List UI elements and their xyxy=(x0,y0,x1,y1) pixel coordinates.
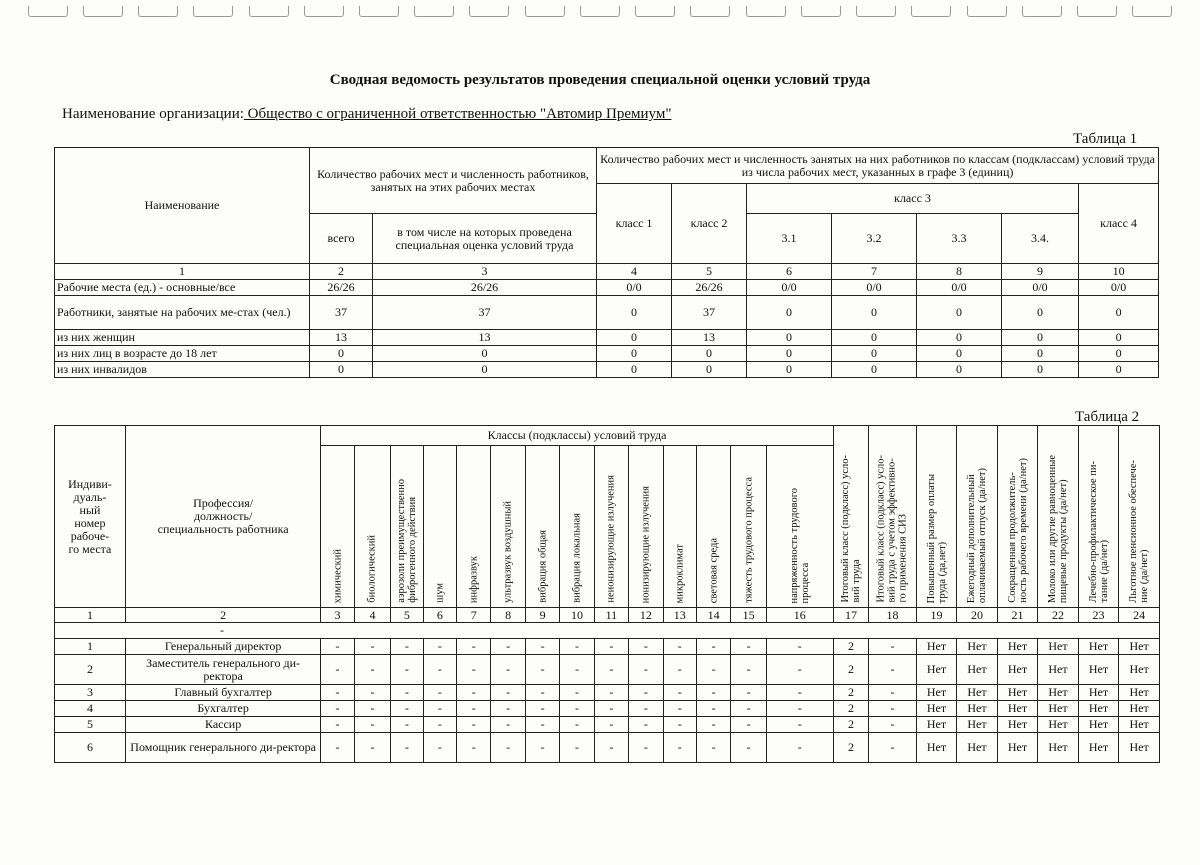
t2-section-row xyxy=(55,623,1160,639)
t1-cell: 0 xyxy=(310,362,373,378)
guarantee-cell: Нет xyxy=(916,733,957,763)
guarantee-cell: Нет xyxy=(997,717,1038,733)
factor-class-cell: - xyxy=(457,639,491,655)
workplace-number: 6 xyxy=(55,733,126,763)
factor-class-cell: - xyxy=(391,733,423,763)
factor-class-cell: - xyxy=(491,655,525,685)
column-number: 9 xyxy=(525,608,559,623)
t1-cell: 0/0 xyxy=(747,280,832,296)
column-number: 7 xyxy=(457,608,491,623)
guarantee-cell: Нет xyxy=(957,701,998,717)
t2-factor-chemical: химический xyxy=(321,446,354,608)
t1-cell: 37 xyxy=(672,296,747,330)
column-number: 11 xyxy=(594,608,628,623)
factor-class-cell: - xyxy=(391,717,423,733)
t1-header-class3: класс 3 xyxy=(747,184,1079,214)
guarantee-cell: Нет xyxy=(997,685,1038,701)
factor-class-cell: - xyxy=(491,733,525,763)
column-number: 2 xyxy=(125,608,320,623)
factor-class-cell: - xyxy=(731,639,766,655)
factor-class-cell: - xyxy=(491,701,525,717)
t2-header-leave: Ежегодный дополнительный оплачиваемый отпуск (да/нет) xyxy=(957,426,998,608)
factor-class-cell: - xyxy=(525,685,559,701)
factor-class-cell: - xyxy=(594,639,628,655)
factor-class-cell: - xyxy=(354,701,390,717)
t2-factor-ionizing: ионизирующие излучения xyxy=(629,446,663,608)
t1-header-class3-3: 3.3 xyxy=(917,214,1002,264)
factor-class-cell: - xyxy=(696,701,730,717)
column-number: 12 xyxy=(629,608,663,623)
workplace-number: 4 xyxy=(55,701,126,717)
t2-factor-nonionizing: неионизирующие излучения xyxy=(594,446,628,608)
t1-header-class3-4: 3.4. xyxy=(1002,214,1079,264)
final-class-siz-cell: - xyxy=(869,639,917,655)
factor-class-cell: - xyxy=(457,655,491,685)
factor-class-cell: - xyxy=(696,717,730,733)
guarantee-cell: Нет xyxy=(997,655,1038,685)
factor-class-cell: - xyxy=(491,685,525,701)
factor-class-cell: - xyxy=(423,655,456,685)
factor-class-cell: - xyxy=(525,701,559,717)
factor-class-cell: - xyxy=(354,717,390,733)
organization-label: Наименование организации: xyxy=(62,106,244,122)
factor-class-cell: - xyxy=(766,685,833,701)
factor-class-cell: - xyxy=(731,685,766,701)
final-class-siz-cell: - xyxy=(869,685,917,701)
t2-factor-microclimate: микроклимат xyxy=(663,446,696,608)
factor-class-cell: - xyxy=(391,685,423,701)
final-class-siz-cell: - xyxy=(869,733,917,763)
guarantee-cell: Нет xyxy=(1119,639,1160,655)
column-number: 1 xyxy=(55,608,126,623)
factor-class-cell: - xyxy=(696,733,730,763)
factor-class-cell: - xyxy=(321,639,354,655)
guarantee-cell: Нет xyxy=(916,655,957,685)
guarantee-cell: Нет xyxy=(916,701,957,717)
final-class-siz-cell: - xyxy=(869,701,917,717)
factor-class-cell: - xyxy=(663,717,696,733)
table-row xyxy=(55,717,1160,733)
final-class-cell: 2 xyxy=(833,639,868,655)
column-number: 9 xyxy=(1002,264,1079,280)
factor-class-cell: - xyxy=(731,733,766,763)
column-number: 23 xyxy=(1078,608,1119,623)
factor-class-cell: - xyxy=(766,655,833,685)
summary-table xyxy=(54,147,1159,378)
guarantee-cell: Нет xyxy=(1038,717,1079,733)
t2-header-milk: Молоко или другие равноценные пищевые продукты (да/нет) xyxy=(1038,426,1079,608)
factor-class-cell: - xyxy=(696,655,730,685)
column-number: 20 xyxy=(957,608,998,623)
t1-cell: 0 xyxy=(373,362,597,378)
column-number: 10 xyxy=(1079,264,1159,280)
factor-class-cell: - xyxy=(391,701,423,717)
t1-cell: 0 xyxy=(597,362,672,378)
t1-cell: 0 xyxy=(1079,330,1159,346)
factor-class-cell: - xyxy=(594,733,628,763)
t2-section-label: - xyxy=(55,623,1160,639)
factor-class-cell: - xyxy=(731,717,766,733)
workplace-table xyxy=(54,425,1160,763)
column-number: 13 xyxy=(663,608,696,623)
t2-header-classes: Классы (подклассы) условий труда xyxy=(321,426,833,446)
factor-class-cell: - xyxy=(321,733,354,763)
guarantee-cell: Нет xyxy=(1078,685,1119,701)
factor-class-cell: - xyxy=(457,685,491,701)
t1-cell: 37 xyxy=(373,296,597,330)
column-number: 4 xyxy=(597,264,672,280)
guarantee-cell: Нет xyxy=(1078,701,1119,717)
factor-class-cell: - xyxy=(696,639,730,655)
perforation-strip xyxy=(0,6,1200,20)
guarantee-cell: Нет xyxy=(916,639,957,655)
factor-class-cell: - xyxy=(766,701,833,717)
guarantee-cell: Нет xyxy=(957,639,998,655)
factor-class-cell: - xyxy=(594,717,628,733)
factor-class-cell: - xyxy=(663,701,696,717)
workplace-number: 2 xyxy=(55,655,126,685)
guarantee-cell: Нет xyxy=(1038,685,1079,701)
factor-class-cell: - xyxy=(696,685,730,701)
t1-header-classes: Количество рабочих мест и численность занятых на них работников по классам (подклассам) условий труда из числа рабочих мест, указанных в графе 3 (единиц) xyxy=(597,148,1159,184)
t2-header-pension: Льготное пенсионное обеспече- ние (да/нет) xyxy=(1119,426,1160,608)
column-number: 5 xyxy=(672,264,747,280)
factor-class-cell: - xyxy=(321,655,354,685)
factor-class-cell: - xyxy=(629,685,663,701)
factor-class-cell: - xyxy=(663,733,696,763)
guarantee-cell: Нет xyxy=(997,733,1038,763)
column-number: 8 xyxy=(491,608,525,623)
t2-factor-vibration-general: вибрация общая xyxy=(525,446,559,608)
t1-cell: 0 xyxy=(1079,296,1159,330)
t1-cell: 0 xyxy=(917,362,1002,378)
guarantee-cell: Нет xyxy=(997,701,1038,717)
guarantee-cell: Нет xyxy=(997,639,1038,655)
column-number: 21 xyxy=(997,608,1038,623)
t1-column-numbers xyxy=(55,264,1159,280)
t1-header-class3-1: 3.1 xyxy=(747,214,832,264)
t1-cell: 0 xyxy=(747,330,832,346)
t1-cell: 0 xyxy=(597,330,672,346)
t2-header-final-class: Итоговый класс (подкласс) усло- вий труда xyxy=(833,426,868,608)
factor-class-cell: - xyxy=(391,655,423,685)
t1-header-class3-2: 3.2 xyxy=(832,214,917,264)
guarantee-cell: Нет xyxy=(1119,701,1160,717)
t1-cell: 0 xyxy=(1002,362,1079,378)
t1-cell: 13 xyxy=(310,330,373,346)
column-number: 1 xyxy=(55,264,310,280)
t1-cell: 26/26 xyxy=(672,280,747,296)
t1-cell: 0 xyxy=(1079,346,1159,362)
t1-header-assessed: в том числе на которых проведена специальная оценка условий труда xyxy=(373,214,597,264)
t2-factor-lighting: световая среда xyxy=(696,446,730,608)
factor-class-cell: - xyxy=(560,655,594,685)
profession-name: Помощник генерального ди-ректора xyxy=(125,733,320,763)
t1-row-label: из них лиц в возрасте до 18 лет xyxy=(55,346,310,362)
t1-cell: 0/0 xyxy=(917,280,1002,296)
t2-factor-severity: тяжесть трудового процесса xyxy=(731,446,766,608)
factor-class-cell: - xyxy=(354,655,390,685)
final-class-cell: 2 xyxy=(833,685,868,701)
factor-class-cell: - xyxy=(731,655,766,685)
factor-class-cell: - xyxy=(423,639,456,655)
document-title: Сводная ведомость результатов проведения специальной оценки условий труда xyxy=(329,72,871,88)
guarantee-cell: Нет xyxy=(1038,733,1079,763)
t1-row-employees xyxy=(55,296,1159,330)
t1-cell: 0 xyxy=(1079,362,1159,378)
t1-cell: 0/0 xyxy=(1002,280,1079,296)
column-number: 3 xyxy=(321,608,354,623)
t1-cell: 0/0 xyxy=(597,280,672,296)
profession-name: Главный бухгалтер xyxy=(125,685,320,701)
t1-cell: 0/0 xyxy=(1079,280,1159,296)
t1-cell: 0 xyxy=(1002,346,1079,362)
t2-factor-intensity: напряженность трудового процесса xyxy=(766,446,833,608)
guarantee-cell: Нет xyxy=(1119,685,1160,701)
t1-cell: 0 xyxy=(597,346,672,362)
final-class-siz-cell: - xyxy=(869,717,917,733)
factor-class-cell: - xyxy=(560,717,594,733)
guarantee-cell: Нет xyxy=(1038,701,1079,717)
factor-class-cell: - xyxy=(491,639,525,655)
factor-class-cell: - xyxy=(629,655,663,685)
t2-header-pay: Повышенный размер оплаты труда (да,нет) xyxy=(916,426,957,608)
column-number: 18 xyxy=(869,608,917,623)
t2-header-profession: Профессия/ должность/ специальность работника xyxy=(125,426,320,608)
t1-cell: 0 xyxy=(832,362,917,378)
factor-class-cell: - xyxy=(594,655,628,685)
t2-header-final-class-siz: Итоговый класс (подкласс) усло- вий труда с учетом эффективно- го применения СИЗ xyxy=(869,426,917,608)
t1-header-name: Наименование xyxy=(55,148,310,264)
t1-cell: 0 xyxy=(832,346,917,362)
factor-class-cell: - xyxy=(423,685,456,701)
organization-line xyxy=(62,106,671,123)
t1-row-label: Рабочие места (ед.) - основные/все xyxy=(55,280,310,296)
factor-class-cell: - xyxy=(391,639,423,655)
t1-cell: 0 xyxy=(747,296,832,330)
factor-class-cell: - xyxy=(560,685,594,701)
factor-class-cell: - xyxy=(423,717,456,733)
table2-caption: Таблица 2 xyxy=(1075,409,1140,425)
guarantee-cell: Нет xyxy=(1038,639,1079,655)
factor-class-cell: - xyxy=(663,639,696,655)
organization-name: Общество с ограниченной ответственностью "Автомир Премиум" xyxy=(243,106,672,122)
factor-class-cell: - xyxy=(525,717,559,733)
factor-class-cell: - xyxy=(457,717,491,733)
t2-factor-infrasound: инфразвук xyxy=(457,446,491,608)
t1-cell: 0 xyxy=(747,362,832,378)
factor-class-cell: - xyxy=(491,717,525,733)
column-number: 19 xyxy=(916,608,957,623)
t1-cell: 0 xyxy=(597,296,672,330)
t2-header-short-hours: Сокращенная продолжитель- ность рабочего времени (да/нет) xyxy=(997,426,1038,608)
profession-name: Генеральный директор xyxy=(125,639,320,655)
workplace-number: 1 xyxy=(55,639,126,655)
guarantee-cell: Нет xyxy=(957,685,998,701)
table-row xyxy=(55,733,1160,763)
t2-header-nutrition: Лечебно-профилактическое пи- тание (да/нет) xyxy=(1078,426,1119,608)
guarantee-cell: Нет xyxy=(916,717,957,733)
factor-class-cell: - xyxy=(457,701,491,717)
final-class-cell: 2 xyxy=(833,701,868,717)
factor-class-cell: - xyxy=(766,717,833,733)
guarantee-cell: Нет xyxy=(1119,733,1160,763)
t1-row-label: Работники, занятые на рабочих ме-стах (чел.) xyxy=(55,296,310,330)
factor-class-cell: - xyxy=(766,733,833,763)
factor-class-cell: - xyxy=(629,733,663,763)
t2-factor-noise: шум xyxy=(423,446,456,608)
column-number: 16 xyxy=(766,608,833,623)
t1-header-class4: класс 4 xyxy=(1079,184,1159,264)
guarantee-cell: Нет xyxy=(1119,655,1160,685)
t2-factor-aerosols: аэрозоли преимущественно фиброгенного действия xyxy=(391,446,423,608)
guarantee-cell: Нет xyxy=(1078,733,1119,763)
t2-column-numbers xyxy=(55,608,1160,623)
t1-header-class1: класс 1 xyxy=(597,184,672,264)
t1-header-total: всего xyxy=(310,214,373,264)
guarantee-cell: Нет xyxy=(916,685,957,701)
factor-class-cell: - xyxy=(594,685,628,701)
t1-header-class2: класс 2 xyxy=(672,184,747,264)
t1-cell: 0 xyxy=(310,346,373,362)
profession-name: Кассир xyxy=(125,717,320,733)
factor-class-cell: - xyxy=(525,655,559,685)
guarantee-cell: Нет xyxy=(957,717,998,733)
t1-header-workplaces: Количество рабочих мест и численность работников, занятых на этих рабочих местах xyxy=(310,148,597,214)
t2-rows xyxy=(55,639,1160,763)
column-number: 4 xyxy=(354,608,390,623)
factor-class-cell: - xyxy=(457,733,491,763)
t1-cell: 0 xyxy=(917,330,1002,346)
factor-class-cell: - xyxy=(321,717,354,733)
column-number: 17 xyxy=(833,608,868,623)
t1-cell: 0 xyxy=(1002,296,1079,330)
factor-class-cell: - xyxy=(629,701,663,717)
column-number: 24 xyxy=(1119,608,1160,623)
final-class-cell: 2 xyxy=(833,655,868,685)
table-row xyxy=(55,685,1160,701)
t1-cell: 13 xyxy=(373,330,597,346)
factor-class-cell: - xyxy=(560,701,594,717)
factor-class-cell: - xyxy=(629,717,663,733)
column-number: 14 xyxy=(696,608,730,623)
t1-row-disabled xyxy=(55,362,1159,378)
factor-class-cell: - xyxy=(321,701,354,717)
t1-cell: 0 xyxy=(917,296,1002,330)
factor-class-cell: - xyxy=(629,639,663,655)
final-class-cell: 2 xyxy=(833,717,868,733)
t1-row-label: из них женщин xyxy=(55,330,310,346)
factor-class-cell: - xyxy=(321,685,354,701)
column-number: 2 xyxy=(310,264,373,280)
t1-row-minors xyxy=(55,346,1159,362)
factor-class-cell: - xyxy=(663,655,696,685)
t2-factor-biological: биологический xyxy=(354,446,390,608)
t1-cell: 0 xyxy=(1002,330,1079,346)
column-number: 3 xyxy=(373,264,597,280)
t1-cell: 0 xyxy=(832,296,917,330)
workplace-number: 5 xyxy=(55,717,126,733)
factor-class-cell: - xyxy=(423,733,456,763)
factor-class-cell: - xyxy=(663,685,696,701)
t1-cell: 0/0 xyxy=(832,280,917,296)
t1-cell: 0 xyxy=(917,346,1002,362)
table-row xyxy=(55,701,1160,717)
guarantee-cell: Нет xyxy=(1078,639,1119,655)
t1-cell: 0 xyxy=(747,346,832,362)
guarantee-cell: Нет xyxy=(1119,717,1160,733)
t1-row-label: из них инвалидов xyxy=(55,362,310,378)
guarantee-cell: Нет xyxy=(1078,655,1119,685)
factor-class-cell: - xyxy=(560,639,594,655)
column-number: 22 xyxy=(1038,608,1079,623)
guarantee-cell: Нет xyxy=(1078,717,1119,733)
t1-cell: 26/26 xyxy=(310,280,373,296)
final-class-siz-cell: - xyxy=(869,655,917,685)
column-number: 15 xyxy=(731,608,766,623)
workplace-number: 3 xyxy=(55,685,126,701)
t1-row-women xyxy=(55,330,1159,346)
factor-class-cell: - xyxy=(731,701,766,717)
column-number: 6 xyxy=(423,608,456,623)
guarantee-cell: Нет xyxy=(957,733,998,763)
profession-name: Заместитель генерального ди-ректора xyxy=(125,655,320,685)
column-number: 7 xyxy=(832,264,917,280)
factor-class-cell: - xyxy=(594,701,628,717)
factor-class-cell: - xyxy=(423,701,456,717)
factor-class-cell: - xyxy=(354,639,390,655)
column-number: 5 xyxy=(391,608,423,623)
guarantee-cell: Нет xyxy=(1038,655,1079,685)
column-number: 8 xyxy=(917,264,1002,280)
factor-class-cell: - xyxy=(354,733,390,763)
final-class-cell: 2 xyxy=(833,733,868,763)
factor-class-cell: - xyxy=(560,733,594,763)
column-number: 10 xyxy=(560,608,594,623)
t1-cell: 0 xyxy=(832,330,917,346)
t1-row-workplaces xyxy=(55,280,1159,296)
table1-caption: Таблица 1 xyxy=(1073,131,1138,147)
table-row xyxy=(55,639,1160,655)
t1-cell: 37 xyxy=(310,296,373,330)
factor-class-cell: - xyxy=(354,685,390,701)
t1-cell: 0 xyxy=(672,346,747,362)
t2-factor-vibration-local: вибрация локальная xyxy=(560,446,594,608)
t1-cell: 0 xyxy=(672,362,747,378)
factor-class-cell: - xyxy=(525,639,559,655)
factor-class-cell: - xyxy=(525,733,559,763)
t1-cell: 26/26 xyxy=(373,280,597,296)
t2-header-id: Индиви- дуаль- ный номер рабоче- го места xyxy=(55,426,126,608)
factor-class-cell: - xyxy=(766,639,833,655)
guarantee-cell: Нет xyxy=(957,655,998,685)
t1-cell: 13 xyxy=(672,330,747,346)
t1-cell: 0 xyxy=(373,346,597,362)
table-row xyxy=(55,655,1160,685)
column-number: 6 xyxy=(747,264,832,280)
t2-factor-ultrasound: ультразвук воздушный xyxy=(491,446,525,608)
profession-name: Бухгалтер xyxy=(125,701,320,717)
